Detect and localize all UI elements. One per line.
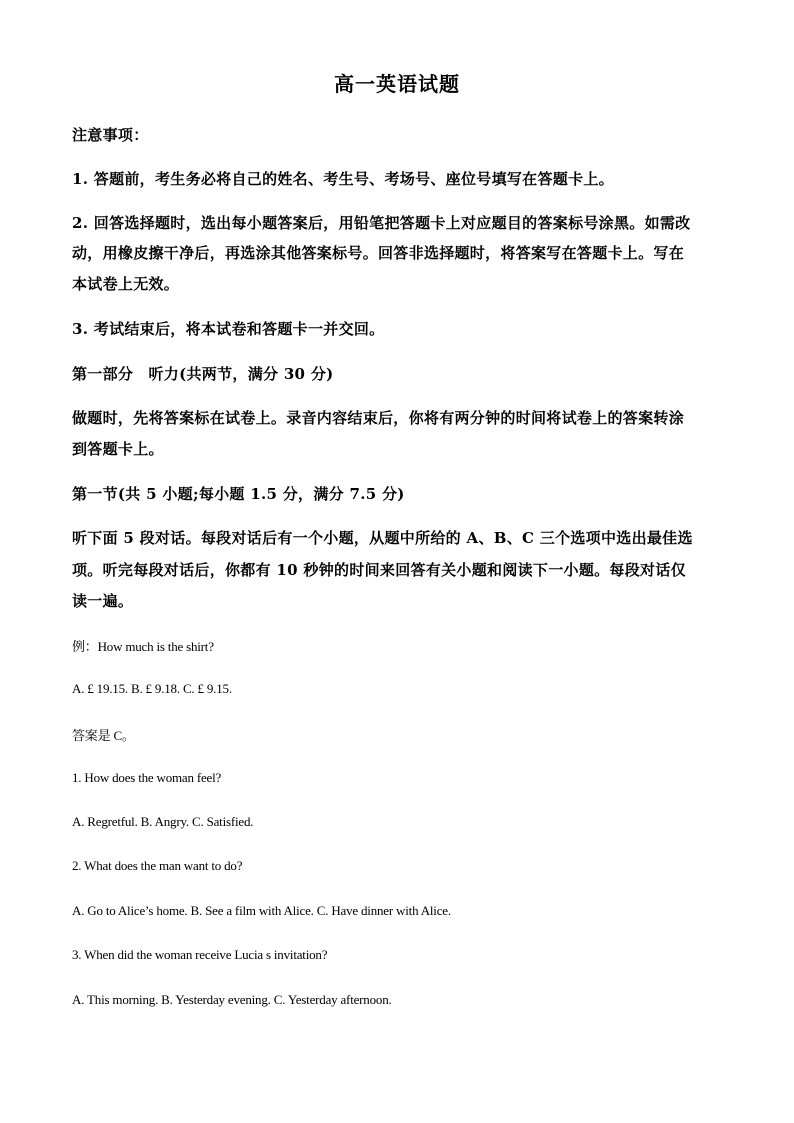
section1-heading: 第一节(共 5 小题;每小题 1.5 分，满分 7.5 分): [72, 485, 405, 503]
notice-heading: 注意事项：: [72, 126, 149, 144]
section1-instruction-line-3: 读一遍。: [72, 592, 134, 610]
part1-instruction-line-1: 做题时，先将答案标在试卷上。录音内容结束后，你将有两分钟的时间将试卷上的答案转涂: [72, 409, 685, 427]
notice-item-2-line-2: 动，用橡皮擦干净后，再选涂其他答案标号。回答非选择题时，将答案写在答题卡上。写在: [72, 244, 685, 262]
example-options: A. £ 19.15. B. £ 9.18. C. £ 9.15.: [72, 681, 232, 696]
part1-heading: 第一部分 听力(共两节，满分 30 分): [72, 365, 334, 383]
notice-item-2-line-1: 2. 回答选择题时，选出每小题答案后，用铅笔把答题卡上对应题目的答案标号涂黑。如需改: [72, 214, 691, 232]
question-3: 3. When did the woman receive Lucia s invitation?: [72, 947, 328, 962]
question-2: 2. What does the man want to do?: [72, 858, 243, 873]
notice-item-1: 1. 答题前，考生务必将自己的姓名、考生号、考场号、座位号填写在答题卡上。: [72, 170, 614, 188]
section1-instruction-line-2: 项。听完每段对话后，你都有 10 秒钟的时间来回答有关小题和阅读下一小题。每段对话仅: [72, 561, 686, 579]
page-title: 高一英语试题: [334, 72, 460, 96]
question-2-options: A. Go to Alice’s home. B. See a film with Alice. C. Have dinner with Alice.: [72, 903, 451, 918]
notice-item-2-line-3: 本试卷上无效。: [72, 275, 180, 293]
example-question: 例：How much is the shirt?: [72, 639, 214, 654]
example-answer: 答案是 C。: [72, 728, 135, 743]
question-1: 1. How does the woman feel?: [72, 770, 222, 785]
part1-instruction-line-2: 到答题卡上。: [72, 440, 164, 458]
question-3-options: A. This morning. B. Yesterday evening. C. Yesterday afternoon.: [72, 992, 392, 1007]
question-1-options: A. Regretful. B. Angry. C. Satisfied.: [72, 814, 254, 829]
notice-item-3: 3. 考试结束后，将本试卷和答题卡一并交回。: [72, 320, 385, 338]
section1-instruction-line-1: 听下面 5 段对话。每段对话后有一个小题，从题中所给的 A、B、C 三个选项中选出最佳选: [72, 529, 693, 547]
